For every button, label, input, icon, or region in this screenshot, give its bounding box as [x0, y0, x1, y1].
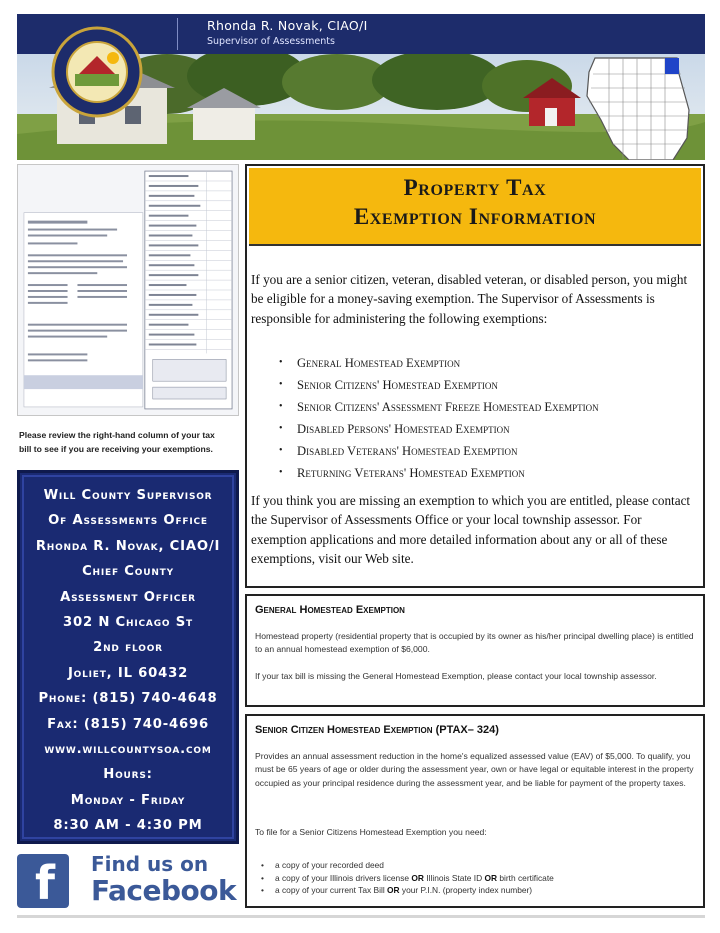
list-item — [279, 462, 699, 484]
office-contact-box — [17, 470, 239, 844]
senior-homestead-text-1: Provides an annual assessment reduction in the home's equalized assessed value (EAV) of $5,000. To qualify, you must be 65 years of age or older during the assessment year, own or have legal or equitable interest in the property occupied as your principal residence during the assessment year, and be liable for payment of the property taxes. — [255, 751, 694, 788]
officer-title-line-2: Assessment Officer — [60, 589, 196, 605]
bullet-icon: • — [279, 423, 283, 434]
list-item — [279, 352, 699, 374]
list-item — [261, 872, 701, 885]
facebook-logo-letter: f — [35, 856, 56, 910]
facebook-text-line-2: Facebook — [91, 874, 237, 907]
supervisor-title: Supervisor of Assessments — [207, 36, 335, 47]
list-item — [279, 396, 699, 418]
will-county-seal-icon — [51, 26, 143, 118]
facebook-text-line-1: Find us on — [91, 852, 209, 876]
hours-days: Monday - Friday — [70, 792, 186, 808]
header-banner — [17, 14, 705, 160]
intro-paragraph: If you are a senior citizen, veteran, disabled veteran, or disabled person, you might be eligible for a money-saving exemption. The Supervisor of Assessments is responsible for administering the following exemptions: — [251, 272, 688, 326]
band-divider — [177, 18, 178, 50]
bullet-icon: • — [279, 401, 283, 412]
bullet-icon: • — [279, 467, 283, 478]
street-address: 302 N Chicago St — [63, 615, 193, 631]
list-item — [279, 374, 699, 396]
tax-bill-thumbnail — [17, 164, 239, 416]
requirement-deed: a copy of your recorded deed — [275, 860, 384, 870]
list-item — [279, 418, 699, 440]
facebook-icon[interactable] — [17, 854, 69, 908]
exemption-senior: Senior Citizens' Homestead Exemption — [297, 378, 498, 392]
list-item — [261, 859, 701, 872]
exemption-list — [279, 352, 699, 484]
bullet-icon: • — [261, 885, 264, 895]
senior-homestead-box — [245, 714, 705, 908]
bottom-rule — [17, 915, 705, 918]
bullet-icon: • — [279, 379, 283, 390]
general-homestead-heading: General Homestead Exemption — [255, 604, 405, 616]
requirement-id-c: birth certificate — [497, 872, 554, 883]
bill-caption — [19, 428, 241, 456]
general-homestead-text-1: Homestead property (residential property that is occupied by its owner as his/her principal dwelling place) is entitled to an annual homestead exemption of $6,000. — [255, 631, 694, 655]
requirement-bill-b: your P.I.N. (property index number) — [399, 885, 533, 895]
floor: 2nd floor — [93, 640, 163, 656]
outro-paragraph: If you think you are missing an exemption to which you are entitled, please contact the Supervisor of Assessments Office or your local township assessor. For exemption applications and more detailed information about any or all of these exemptions, visit our Web site. — [251, 493, 691, 566]
requirement-bill-a: a copy of your current Tax Bill — [275, 885, 388, 895]
office-name-line-2: Of Assessments Office — [48, 513, 208, 529]
senior-homestead-text-2: To file for a Senior Citizens Homestead Exemption you need: — [255, 827, 487, 837]
page-title-line-2: Exemption Information — [353, 204, 597, 229]
general-homestead-text-2: If your tax bill is missing the General Homestead Exemption, please contact your local township assessor. — [255, 671, 657, 681]
exemption-returning-veterans: Returning Veterans' Homestead Exemption — [297, 466, 525, 480]
bullet-icon: • — [261, 872, 264, 883]
hours-times: 8:30 AM - 4:30 PM — [53, 818, 203, 834]
fax-number: Fax: (815) 740-4696 — [47, 716, 209, 732]
exemption-info-box — [245, 164, 705, 588]
officer-title-line-1: Chief County — [82, 564, 174, 580]
or-label: OR — [411, 872, 424, 883]
list-item — [279, 440, 699, 462]
bill-caption-line-1: Please review the right-hand column of your tax — [19, 430, 215, 440]
office-contact-lines — [20, 483, 236, 839]
or-label: OR — [484, 872, 498, 883]
website-link[interactable]: www.willcountysoa.com — [44, 742, 212, 758]
exemption-disabled-veterans: Disabled Veterans' Homestead Exemption — [297, 444, 518, 458]
list-item — [261, 884, 701, 897]
facebook-link[interactable] — [17, 852, 239, 910]
requirement-id-a: a copy of your Illinois drivers license — [275, 872, 412, 883]
officer-name: Rhonda R. Novak, CIAO/I — [35, 538, 221, 554]
exemption-disabled-persons: Disabled Persons' Homestead Exemption — [297, 422, 510, 436]
title-band — [249, 168, 701, 246]
or-label: OR — [387, 885, 400, 895]
senior-homestead-heading: Senior Citizen Homestead Exemption (PTAX– 324) — [255, 724, 499, 736]
supervisor-name: Rhonda R. Novak, CIAO/I — [207, 18, 368, 33]
exemption-senior-freeze: Senior Citizens' Assessment Freeze Homestead Exemption — [297, 400, 599, 414]
senior-requirements-list — [261, 859, 701, 897]
general-homestead-box — [245, 594, 705, 707]
office-name-line-1: Will County Supervisor — [43, 488, 213, 503]
bill-caption-line-2: bill to see if you are receiving your exemptions. — [19, 444, 213, 454]
bullet-icon: • — [261, 860, 264, 870]
bullet-icon: • — [279, 357, 283, 368]
phone-number[interactable]: Phone: (815) 740-4648 — [38, 691, 218, 707]
hours-label: Hours: — [103, 767, 153, 783]
requirement-id-b: Illinois State ID — [423, 872, 485, 883]
bullet-icon: • — [279, 445, 283, 456]
page-title-line-1: Property Tax — [403, 175, 547, 200]
city-state-zip: Joliet, IL 60432 — [67, 665, 189, 681]
exemption-general: General Homestead Exemption — [297, 356, 461, 370]
